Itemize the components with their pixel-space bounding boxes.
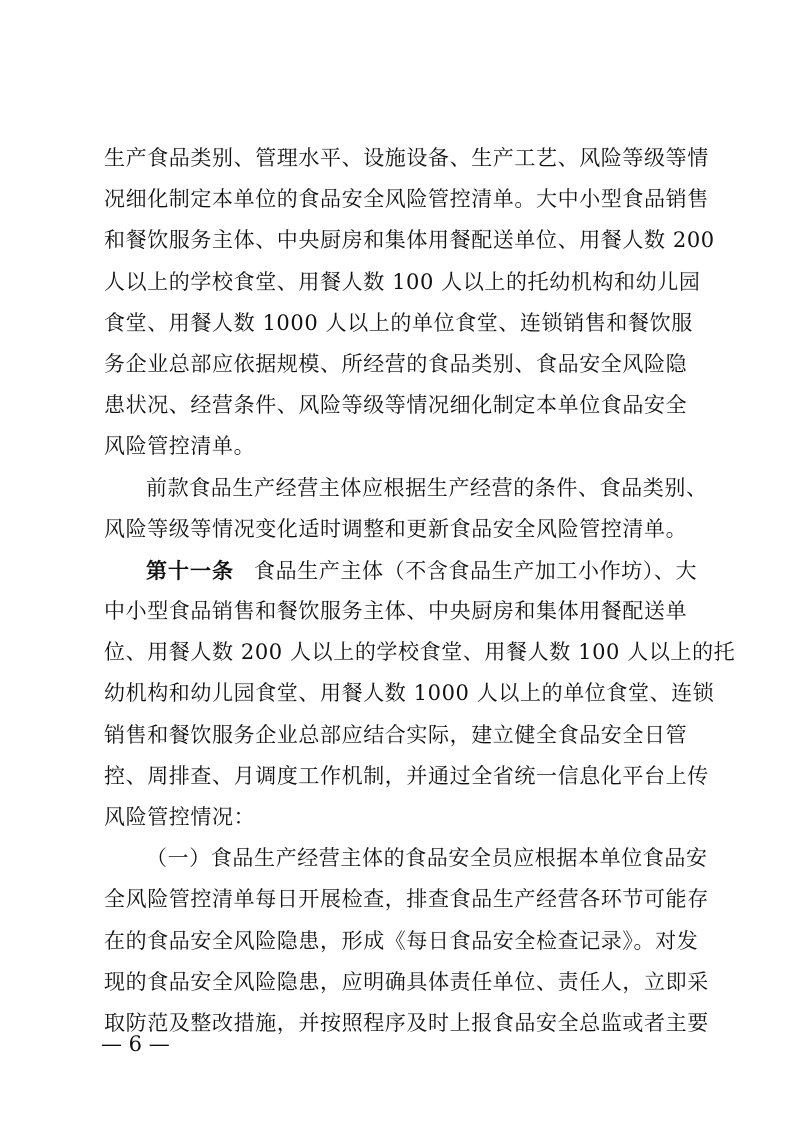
article-text: 食品生产主体（不含食品生产加工小作坊）、大 (254, 558, 698, 583)
text-line: 前款食品生产经营主体应根据生产经营的条件、食品类别、 (146, 475, 708, 500)
text-line: 和餐饮服务主体、中央厨房和集体用餐配送单位、用餐人数 200 (104, 228, 715, 253)
text-line: 风险管控情况： (104, 805, 256, 829)
text-line: 控、周排查、月调度工作机制，并通过全省统一信息化平台上传 (104, 763, 709, 788)
paragraph-risk-list-scope (104, 138, 715, 468)
document-body (104, 138, 736, 1044)
text-line: 风险管控清单。 (104, 434, 256, 459)
text-line: 况细化制定本单位的食品安全风险管控清单。大中小型食品销售 (104, 187, 709, 212)
text-line: 幼机构和幼儿园食堂、用餐人数 1000 人以上的单位食堂、连锁 (104, 681, 715, 706)
text-line: （一）食品生产经营主体的食品安全员应根据本单位食品安 (146, 846, 708, 871)
text-line: 位、用餐人数 200 人以上的学校食堂、用餐人数 100 人以上的托 (104, 640, 736, 665)
text-line: 在的食品安全风险隐患，形成《每日食品安全检查记录》。对发 (104, 928, 699, 953)
text-line: 风险等级等情况变化适时调整和更新食品安全风险管控清单。 (104, 516, 688, 541)
page-number: — 6 — (101, 1032, 170, 1056)
text-line: 取防范及整改措施，并按照程序及时上报食品安全总监或者主要 (104, 1010, 709, 1035)
text-line: 患状况、经营条件、风险等级等情况细化制定本单位食品安全 (104, 393, 688, 418)
text-line: 务企业总部应依据规模、所经营的食品类别、食品安全风险隐 (104, 351, 688, 376)
text-line: 现的食品安全风险隐患，应明确具体责任单位、责任人，立即采 (104, 969, 709, 994)
text-line: 生产食品类别、管理水平、设施设备、生产工艺、风险等级等情 (104, 146, 709, 170)
paragraph-update-risk-list (104, 468, 708, 550)
list-item-one (104, 838, 709, 1044)
text-line: 食堂、用餐人数 1000 人以上的单位食堂、连锁销售和餐饮服 (104, 310, 693, 335)
text-line: 全风险管控清单每日开展检查，排查食品生产经营各环节可能存 (104, 887, 709, 912)
text-line: 人以上的学校食堂、用餐人数 100 人以上的托幼机构和幼儿园 (104, 269, 701, 294)
article-number: 第十一条 (146, 557, 234, 583)
text-line: 中小型食品销售和餐饮服务主体、中央厨房和集体用餐配送单 (104, 599, 688, 624)
article-eleven-first-line (104, 550, 698, 591)
text-line: 销售和餐饮服务企业总部应结合实际，建立健全食品安全日管 (104, 722, 688, 747)
article-eleven (104, 550, 736, 838)
